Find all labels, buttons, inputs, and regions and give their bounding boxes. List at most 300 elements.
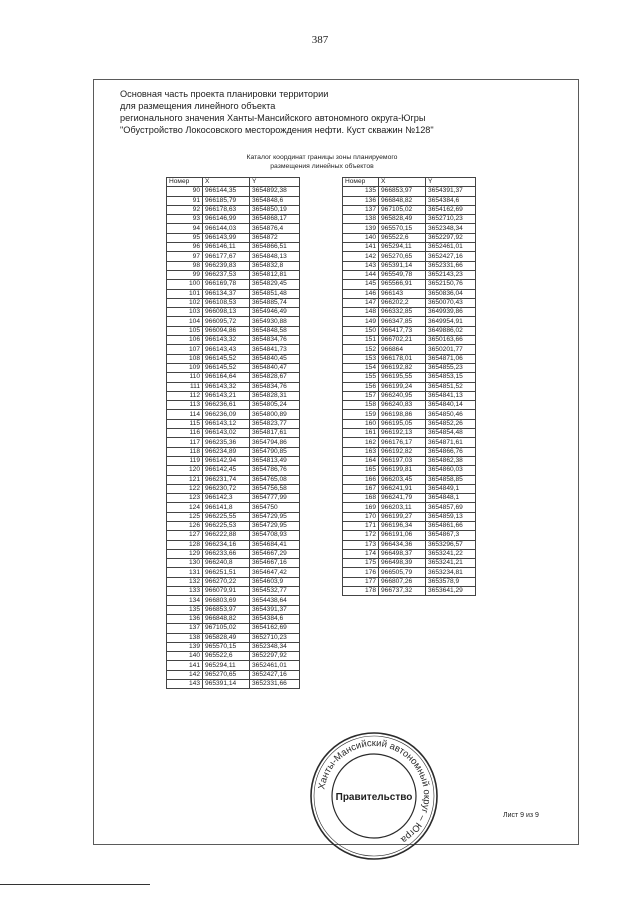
cell-y: 3654834,76	[250, 382, 300, 391]
cell-y: 3654862,38	[426, 456, 476, 465]
table-row	[343, 521, 476, 530]
cell-x: 966144,35	[203, 187, 250, 196]
cell-number: 141	[343, 243, 379, 252]
cell-x: 966199,27	[379, 512, 426, 521]
cell-y: 3652143,23	[426, 270, 476, 279]
cell-number: 171	[343, 521, 379, 530]
cell-number: 126	[167, 521, 203, 530]
cell-x: 966225,55	[203, 512, 250, 521]
cell-number: 142	[343, 252, 379, 261]
caption-line-2: размещения линейных объектов	[270, 162, 374, 170]
cell-number: 96	[167, 243, 203, 252]
cell-x: 966143,43	[203, 345, 250, 354]
cell-number: 154	[343, 363, 379, 372]
cell-number: 116	[167, 429, 203, 438]
cell-number: 138	[343, 215, 379, 224]
cell-x: 966241,91	[379, 484, 426, 493]
cell-number: 110	[167, 373, 203, 382]
cell-x: 966169,78	[203, 280, 250, 289]
table-row	[167, 373, 300, 382]
table-row	[343, 317, 476, 326]
cell-x: 966095,72	[203, 317, 250, 326]
cell-number: 167	[343, 484, 379, 493]
table-row	[167, 661, 300, 670]
cell-x: 967105,02	[379, 205, 426, 214]
column-header-y: Y	[250, 178, 300, 187]
document-title	[120, 88, 434, 136]
cell-number: 115	[167, 419, 203, 428]
table-row	[167, 447, 300, 456]
cell-x: 966143,02	[203, 429, 250, 438]
cell-number: 158	[343, 401, 379, 410]
table-header-row	[167, 178, 300, 187]
coordinates-table-right	[342, 177, 476, 596]
cell-y: 3654853,15	[426, 373, 476, 382]
cell-y: 3653296,57	[426, 540, 476, 549]
cell-y: 3654834,76	[250, 336, 300, 345]
cell-x: 966240,95	[379, 391, 426, 400]
cell-y: 3653641,29	[426, 587, 476, 596]
cell-y: 3654859,13	[426, 512, 476, 521]
cell-number: 143	[167, 680, 203, 689]
cell-x: 966853,97	[203, 605, 250, 614]
table-row	[343, 401, 476, 410]
table-row	[167, 308, 300, 317]
table-row	[167, 326, 300, 335]
cell-y: 3652331,66	[426, 261, 476, 270]
cell-x: 966185,79	[203, 196, 250, 205]
cell-number: 97	[167, 252, 203, 261]
cell-x: 966192,82	[379, 363, 426, 372]
cell-y: 3654861,66	[426, 521, 476, 530]
cell-x: 965522,6	[379, 233, 426, 242]
cell-y: 3654391,37	[250, 605, 300, 614]
table-row	[343, 215, 476, 224]
table-row	[343, 326, 476, 335]
cell-x: 966142,45	[203, 466, 250, 475]
cell-number: 130	[167, 559, 203, 568]
cell-y: 3654852,26	[426, 419, 476, 428]
cell-number: 124	[167, 503, 203, 512]
cell-y: 3654684,41	[250, 540, 300, 549]
cell-number: 145	[343, 280, 379, 289]
table-row	[343, 233, 476, 242]
cell-number: 150	[343, 326, 379, 335]
cell-x: 966178,63	[203, 205, 250, 214]
cell-x: 966235,36	[203, 438, 250, 447]
cell-x: 966702,21	[379, 336, 426, 345]
table-row	[167, 363, 300, 372]
title-line-4: "Обустройство Локосовского месторождения нефти. Куст скважин №128"	[120, 125, 434, 135]
cell-x: 966230,72	[203, 484, 250, 493]
table-row	[343, 587, 476, 596]
cell-number: 153	[343, 354, 379, 363]
cell-x: 966236,09	[203, 410, 250, 419]
cell-y: 3650836,04	[426, 289, 476, 298]
table-row	[167, 336, 300, 345]
cell-x: 966176,17	[379, 438, 426, 447]
title-line-2: для размещения линейного объекта	[120, 101, 276, 111]
cell-x: 966191,06	[379, 531, 426, 540]
cell-number: 146	[343, 289, 379, 298]
cell-x: 966233,66	[203, 549, 250, 558]
cell-x: 966142,94	[203, 456, 250, 465]
cell-number: 103	[167, 308, 203, 317]
table-row	[343, 549, 476, 558]
table-row	[167, 652, 300, 661]
cell-y: 3654868,17	[250, 215, 300, 224]
table-row	[167, 280, 300, 289]
cell-y: 3654871,06	[426, 354, 476, 363]
table-row	[343, 484, 476, 493]
cell-number: 164	[343, 456, 379, 465]
title-line-3: регионального значения Ханты-Мансийского автономного округа-Югры	[120, 113, 426, 123]
cell-x: 965828,49	[379, 215, 426, 224]
cell-number: 170	[343, 512, 379, 521]
cell-number: 111	[167, 382, 203, 391]
cell-number: 172	[343, 531, 379, 540]
table-caption	[222, 154, 422, 171]
cell-number: 178	[343, 587, 379, 596]
title-line-1: Основная часть проекта планировки территории	[120, 89, 329, 99]
table-row	[167, 196, 300, 205]
cell-x: 966192,82	[379, 447, 426, 456]
cell-x: 966807,26	[379, 577, 426, 586]
cell-y: 3652461,01	[250, 661, 300, 670]
cell-y: 3654777,99	[250, 494, 300, 503]
cell-y: 3652348,34	[426, 224, 476, 233]
cell-number: 143	[343, 261, 379, 270]
table-row	[343, 475, 476, 484]
cell-y: 3654840,45	[250, 354, 300, 363]
cell-y: 3654876,4	[250, 224, 300, 233]
table-row	[167, 187, 300, 196]
cell-number: 139	[167, 642, 203, 651]
table-row	[343, 308, 476, 317]
cell-number: 90	[167, 187, 203, 196]
cell-y: 3652297,92	[426, 233, 476, 242]
table-row	[343, 261, 476, 270]
cell-y: 3654805,24	[250, 401, 300, 410]
table-row	[167, 205, 300, 214]
cell-y: 3650201,77	[426, 345, 476, 354]
table-row	[167, 391, 300, 400]
table-row	[167, 531, 300, 540]
cell-y: 3654866,76	[426, 447, 476, 456]
cell-number: 113	[167, 401, 203, 410]
cell-number: 121	[167, 475, 203, 484]
cell-y: 3654848,6	[250, 196, 300, 205]
cell-x: 966270,22	[203, 577, 250, 586]
cell-y: 3649939,86	[426, 308, 476, 317]
cell-number: 100	[167, 280, 203, 289]
cell-x: 966222,88	[203, 531, 250, 540]
table-row	[167, 680, 300, 689]
table-row	[167, 624, 300, 633]
table-row	[343, 336, 476, 345]
cell-y: 3650163,66	[426, 336, 476, 345]
table-row	[167, 438, 300, 447]
cell-x: 965549,78	[379, 270, 426, 279]
cell-x: 966864	[379, 345, 426, 354]
coordinates-table-left	[166, 177, 300, 689]
cell-x: 966231,74	[203, 475, 250, 484]
table-row	[167, 549, 300, 558]
cell-x: 966234,89	[203, 447, 250, 456]
cell-number: 138	[167, 633, 203, 642]
cell-y: 3654162,69	[426, 205, 476, 214]
cell-x: 966142,3	[203, 494, 250, 503]
cell-number: 132	[167, 577, 203, 586]
column-header-number: Номер	[343, 178, 379, 187]
cell-number: 123	[167, 494, 203, 503]
table-row	[343, 531, 476, 540]
cell-y: 3654384,6	[426, 196, 476, 205]
column-header-y: Y	[426, 178, 476, 187]
cell-number: 134	[167, 596, 203, 605]
cell-x: 965294,11	[203, 661, 250, 670]
cell-number: 135	[167, 605, 203, 614]
table-row	[167, 577, 300, 586]
table-row	[343, 354, 476, 363]
cell-y: 3654850,46	[426, 410, 476, 419]
table-row	[167, 475, 300, 484]
seal-ring-text: Ханты-Мансийский автономный округ – Югра	[316, 737, 433, 846]
cell-y: 3654729,95	[250, 521, 300, 530]
cell-y: 3654667,16	[250, 559, 300, 568]
cell-number: 140	[167, 652, 203, 661]
table-row	[343, 289, 476, 298]
page-number: 387	[311, 34, 329, 46]
table-row	[167, 224, 300, 233]
cell-x: 966143,99	[203, 233, 250, 242]
cell-y: 3652150,76	[426, 280, 476, 289]
column-header-number: Номер	[167, 178, 203, 187]
cell-x: 965570,15	[203, 642, 250, 651]
cell-x: 966234,16	[203, 540, 250, 549]
cell-y: 3654765,08	[250, 475, 300, 484]
cell-number: 148	[343, 308, 379, 317]
cell-x: 966225,53	[203, 521, 250, 530]
cell-y: 3654848,13	[250, 252, 300, 261]
table-row	[343, 494, 476, 503]
cell-number: 144	[343, 270, 379, 279]
cell-x: 966143,32	[203, 382, 250, 391]
cell-x: 966146,11	[203, 243, 250, 252]
cell-number: 93	[167, 215, 203, 224]
cell-y: 3653241,22	[426, 549, 476, 558]
cell-y: 3654848,58	[250, 326, 300, 335]
cell-y: 3652427,16	[250, 670, 300, 679]
cell-number: 104	[167, 317, 203, 326]
cell-y: 3654851,48	[250, 289, 300, 298]
cell-y: 3652297,92	[250, 652, 300, 661]
cell-y: 3652331,66	[250, 680, 300, 689]
table-row	[343, 559, 476, 568]
cell-number: 125	[167, 512, 203, 521]
table-row	[167, 401, 300, 410]
cell-x: 965391,14	[203, 680, 250, 689]
cell-number: 120	[167, 466, 203, 475]
cell-y: 3654812,81	[250, 270, 300, 279]
cell-x: 966145,52	[203, 363, 250, 372]
cell-x: 966240,83	[379, 401, 426, 410]
cell-x: 966164,64	[203, 373, 250, 382]
cell-number: 102	[167, 298, 203, 307]
cell-y: 3654930,88	[250, 317, 300, 326]
cell-x: 966803,69	[203, 596, 250, 605]
cell-y: 3654817,61	[250, 429, 300, 438]
cell-y: 3654667,29	[250, 549, 300, 558]
column-header-x: X	[379, 178, 426, 187]
cell-x: 966196,34	[379, 521, 426, 530]
cell-x: 966079,91	[203, 587, 250, 596]
cell-number: 135	[343, 187, 379, 196]
table-row	[343, 382, 476, 391]
cell-y: 3654850,19	[250, 205, 300, 214]
cell-number: 127	[167, 531, 203, 540]
table-row	[167, 503, 300, 512]
cell-y: 3650070,43	[426, 298, 476, 307]
cell-y: 3654866,51	[250, 243, 300, 252]
table-row	[167, 559, 300, 568]
table-row	[167, 466, 300, 475]
table-row	[167, 354, 300, 363]
table-row	[343, 438, 476, 447]
cell-y: 3654872	[250, 233, 300, 242]
table-row	[167, 233, 300, 242]
cell-y: 3654162,69	[250, 624, 300, 633]
cell-x: 966347,85	[379, 317, 426, 326]
cell-y: 3654892,38	[250, 187, 300, 196]
cell-y: 3654871,61	[426, 438, 476, 447]
cell-x: 966197,03	[379, 456, 426, 465]
cell-y: 3654851,52	[426, 382, 476, 391]
table-row	[343, 252, 476, 261]
cell-number: 137	[167, 624, 203, 633]
table-row	[343, 363, 476, 372]
cell-number: 149	[343, 317, 379, 326]
cell-y: 3654813,49	[250, 456, 300, 465]
table-row	[343, 540, 476, 549]
table-row	[167, 670, 300, 679]
cell-number: 95	[167, 233, 203, 242]
table-row	[167, 540, 300, 549]
table-row	[343, 280, 476, 289]
table-row	[167, 596, 300, 605]
cell-y: 3654438,64	[250, 596, 300, 605]
cell-y: 3652710,23	[426, 215, 476, 224]
table-row	[343, 298, 476, 307]
cell-y: 3654708,93	[250, 531, 300, 540]
cell-y: 3654849,1	[426, 484, 476, 493]
table-row	[167, 484, 300, 493]
cell-y: 3654840,14	[426, 401, 476, 410]
cell-x: 966145,52	[203, 354, 250, 363]
cell-y: 3654794,86	[250, 438, 300, 447]
table-row	[167, 289, 300, 298]
table-row	[167, 419, 300, 428]
caption-line-1: Каталог координат границы зоны планируемого	[246, 154, 398, 161]
cell-x: 966505,79	[379, 568, 426, 577]
cell-y: 3652710,23	[250, 633, 300, 642]
table-row	[343, 419, 476, 428]
table-row	[343, 410, 476, 419]
cell-y: 3654823,77	[250, 419, 300, 428]
table-row	[167, 382, 300, 391]
cell-number: 147	[343, 298, 379, 307]
cell-y: 3654858,85	[426, 475, 476, 484]
cell-y: 3654603,9	[250, 577, 300, 586]
cell-number: 177	[343, 577, 379, 586]
cell-number: 133	[167, 587, 203, 596]
cell-x: 966141,8	[203, 503, 250, 512]
cell-number: 136	[167, 614, 203, 623]
table-row	[167, 633, 300, 642]
cell-x: 965391,14	[379, 261, 426, 270]
cell-number: 136	[343, 196, 379, 205]
cell-x: 966108,53	[203, 298, 250, 307]
cell-number: 159	[343, 410, 379, 419]
cell-number: 166	[343, 475, 379, 484]
cell-x: 966417,73	[379, 326, 426, 335]
cell-number: 140	[343, 233, 379, 242]
cell-number: 118	[167, 447, 203, 456]
seal-center-text: Правительство	[335, 792, 413, 803]
cell-x: 965566,91	[379, 280, 426, 289]
cell-x: 965270,65	[379, 252, 426, 261]
cell-y: 3654841,13	[426, 391, 476, 400]
table-row	[167, 345, 300, 354]
cell-y: 3654532,77	[250, 587, 300, 596]
cell-y: 3654786,76	[250, 466, 300, 475]
cell-y: 3653241,21	[426, 559, 476, 568]
cell-x: 966178,01	[379, 354, 426, 363]
cell-x: 966236,61	[203, 401, 250, 410]
table-body-left	[167, 187, 300, 689]
cell-x: 966498,37	[379, 549, 426, 558]
cell-number: 163	[343, 447, 379, 456]
cell-x: 966199,81	[379, 466, 426, 475]
cell-number: 168	[343, 494, 379, 503]
table-row	[167, 642, 300, 651]
table-row	[343, 391, 476, 400]
cell-y: 3654832,8	[250, 261, 300, 270]
cell-number: 141	[167, 661, 203, 670]
table-row	[167, 215, 300, 224]
cell-number: 155	[343, 373, 379, 382]
cell-number: 99	[167, 270, 203, 279]
cell-x: 966251,51	[203, 568, 250, 577]
cell-x: 966202,2	[379, 298, 426, 307]
cell-x: 967105,02	[203, 624, 250, 633]
cell-x: 966143,21	[203, 391, 250, 400]
cell-y: 3654860,03	[426, 466, 476, 475]
cell-x: 965522,6	[203, 652, 250, 661]
cell-y: 3652348,34	[250, 642, 300, 651]
table-row	[343, 429, 476, 438]
table-row	[343, 373, 476, 382]
cell-x: 966498,39	[379, 559, 426, 568]
cell-y: 3654841,73	[250, 345, 300, 354]
cell-x: 966143,32	[203, 336, 250, 345]
table-row	[167, 270, 300, 279]
cell-x: 966134,37	[203, 289, 250, 298]
cell-number: 112	[167, 391, 203, 400]
sheet-number: Лист 9 из 9	[503, 812, 539, 819]
cell-number: 105	[167, 326, 203, 335]
cell-number: 161	[343, 429, 379, 438]
